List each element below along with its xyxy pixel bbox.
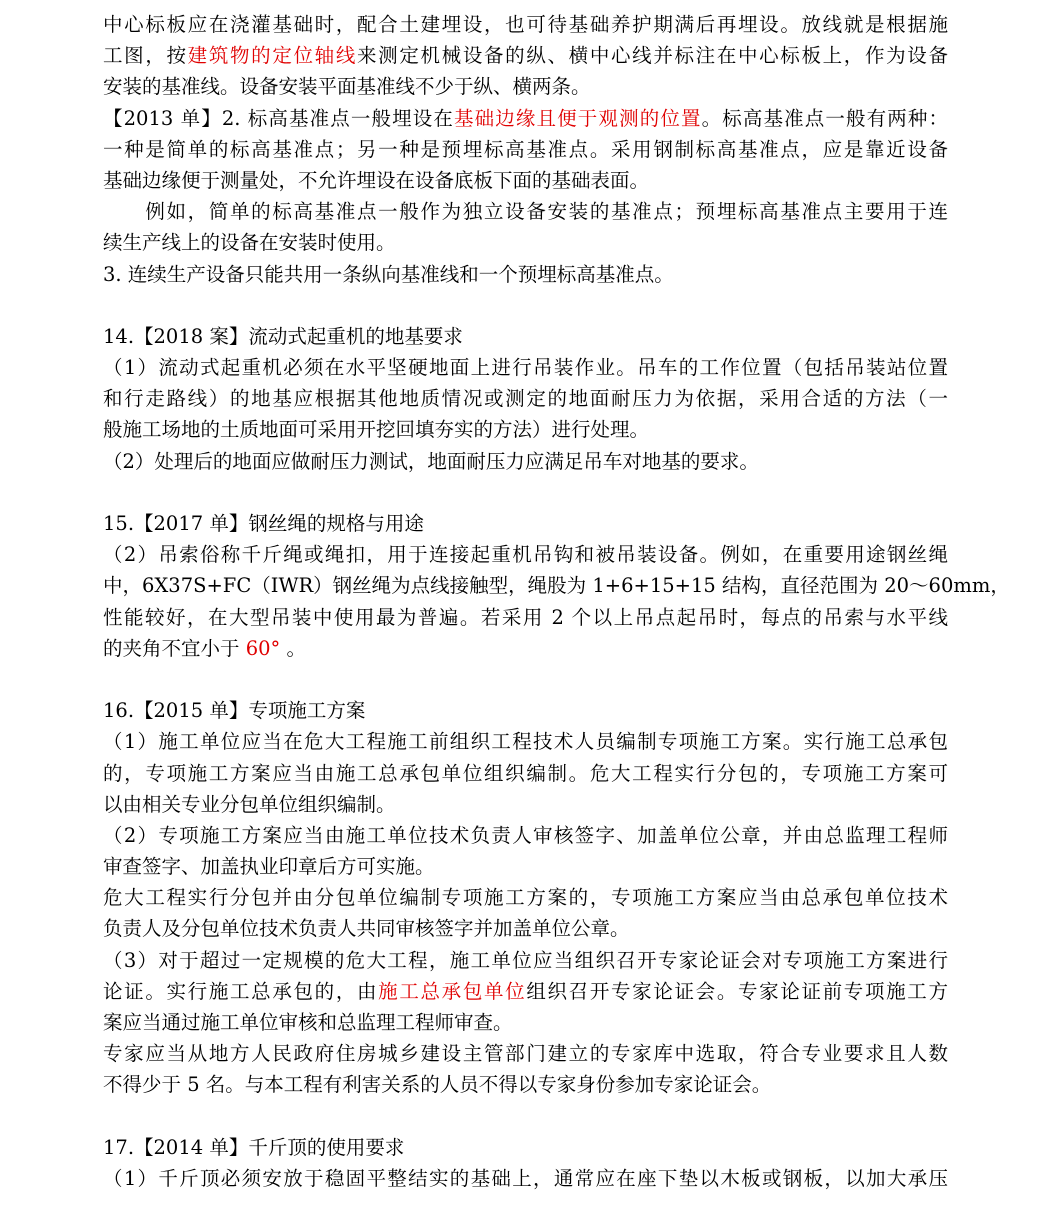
text-line [103,570,1010,601]
text-segment: （1）千斤顶必须安放于稳固平整结实的基础上，通常应在座下垫以木板或钢板，以加大承压 [103,1166,948,1190]
text-line [103,789,948,820]
text-line [103,1007,948,1038]
text-line [103,726,948,757]
text-segment: 以由相关专业分包单位组织编制。 [103,792,396,816]
text-segment: （3）对于超过一定规模的危大工程，施工单位应当组织召开专家论证会对专项施工方案进行 [103,948,948,972]
text-segment: 来测定机械设备的纵、横中心线并标注在中心标板上，作为设备 [357,44,948,68]
text-line [103,633,948,664]
text-segment: （2）处理后的地面应做耐压力测试，地面耐压力应满足吊车对地基的要求。 [103,449,759,473]
text-segment: 审查签字、加盖执业印章后方可实施。 [103,855,435,879]
text-segment: （2）专项施工方案应当由施工单位技术负责人审核签字、加盖单位公章，并由总监理工程师 [103,823,948,847]
text-segment: 14.【2018 案】流动式起重机的地基要求 [103,324,463,348]
text-segment: 3. 连续生产设备只能共用一条纵向基准线和一个预埋标高基准点。 [103,262,674,286]
text-line [103,758,948,789]
text-line [103,103,948,134]
text-segment: 。 [280,636,306,660]
text-line [103,539,948,570]
text-line [103,602,948,633]
text-line [103,820,948,851]
text-segment: （2）吊索俗称千斤绳或绳扣，用于连接起重机吊钩和被吊装设备。例如，在重要用途钢丝绳 [103,543,948,567]
text-line [103,945,948,976]
text-segment: 一种是简单的标高基准点；另一种是预埋标高基准点。采用钢制标高基准点，应是靠近设备 [103,137,948,161]
blank-line [103,664,948,695]
text-line [103,165,948,196]
text-segment: 般施工场地的土质地面可采用开挖回填夯实的方法）进行处理。 [103,418,650,442]
text-segment: 专家应当从地方人民政府住房城乡建设主管部门建立的专家库中选取，符合专业要求且人数 [103,1042,948,1066]
text-segment: 安装的基准线。设备安装平面基准线不少于纵、横两条。 [103,75,591,99]
text-segment: 17.【2014 单】千斤顶的使用要求 [103,1135,405,1159]
text-line [103,352,948,383]
highlighted-text: 基础边缘且便于观测的位置 [454,106,702,130]
text-line [103,227,948,258]
text-line [103,882,948,913]
blank-line [103,477,948,508]
text-line [103,71,948,102]
text-line [103,40,948,71]
text-segment: 案应当通过施工单位审核和总监理工程师审查。 [103,1011,513,1034]
text-line [103,851,948,882]
text-segment: 基础边缘便于测量处，不允许埋设在设备底板下面的基础表面。 [103,168,650,192]
highlighted-text: 建筑物的定位轴线 [187,44,357,68]
text-segment: 危大工程实行分包并由分包单位编制专项施工方案的，专项施工方案应当由总承包单位技术 [103,886,948,910]
text-segment: 论证。实行施工总承包的，由 [103,979,379,1003]
text-line [103,446,948,477]
text-line [103,9,948,40]
text-line [103,259,948,290]
text-line [103,695,948,726]
text-segment: 【2013 单】2. 标高基准点一般埋设在 [103,106,455,130]
text-line [103,1069,948,1100]
text-line [103,1038,948,1069]
text-segment: （1）流动式起重机必须在水平坚硬地面上进行吊装作业。吊车的工作位置（包括吊装站位置 [103,356,948,380]
text-line [103,976,948,1007]
highlighted-text: 60° [245,636,281,660]
text-segment: 例如，简单的标高基准点一般作为独立设备安装的基准点；预埋标高基准点主要用于连 [103,200,948,224]
text-line [103,508,948,539]
text-segment: 的，专项施工方案应当由施工总承包单位组织编制。危大工程实行分包的，专项施工方案可 [103,761,948,785]
text-line [103,1132,948,1163]
text-segment: 。标高基准点一般有两种： [701,106,948,130]
text-segment: 16.【2015 单】专项施工方案 [103,699,366,723]
text-segment: 15.【2017 单】钢丝绳的规格与用途 [103,512,424,535]
text-segment: 工图，按 [103,44,188,68]
text-segment: 中，6X37S+FC（IWR）钢丝绳为点线接触型，绳股为 1+6+15+15 结构，直径范围为 20～60mm， [103,574,1010,598]
text-segment: 组织召开专家论证会。专家论证前专项施工方 [526,979,948,1003]
text-line [103,913,948,944]
text-segment: 性能较好，在大型吊装中使用最为普遍。若采用 2 个以上吊点起吊时，每点的吊索与水平线 [103,605,948,629]
text-line [103,1163,948,1194]
text-line [103,134,948,165]
document-body [103,9,1010,1194]
text-segment: 不得少于 5 名。与本工程有利害关系的人员不得以专家身份参加专家论证会。 [103,1073,772,1097]
text-segment: 负责人及分包单位技术负责人共同审核签字并加盖单位公章。 [103,917,630,941]
text-segment: 的夹角不宜小于 [103,636,246,660]
text-line [103,383,948,414]
text-line [103,414,948,445]
text-segment: （1）施工单位应当在危大工程施工前组织工程技术人员编制专项施工方案。实行施工总承包 [103,730,948,754]
text-line [103,321,948,352]
blank-line [103,1101,948,1132]
text-segment: 续生产线上的设备在安装时使用。 [103,231,396,255]
highlighted-text: 施工总承包单位 [378,979,527,1003]
text-line [103,196,948,227]
text-segment: 和行走路线）的地基应根据其他地质情况或测定的地面耐压力为依据，采用合适的方法（一 [103,387,948,411]
blank-line [103,290,948,321]
text-segment: 中心标板应在浇灌基础时，配合土建埋设，也可待基础养护期满后再埋设。放线就是根据施 [103,13,948,36]
